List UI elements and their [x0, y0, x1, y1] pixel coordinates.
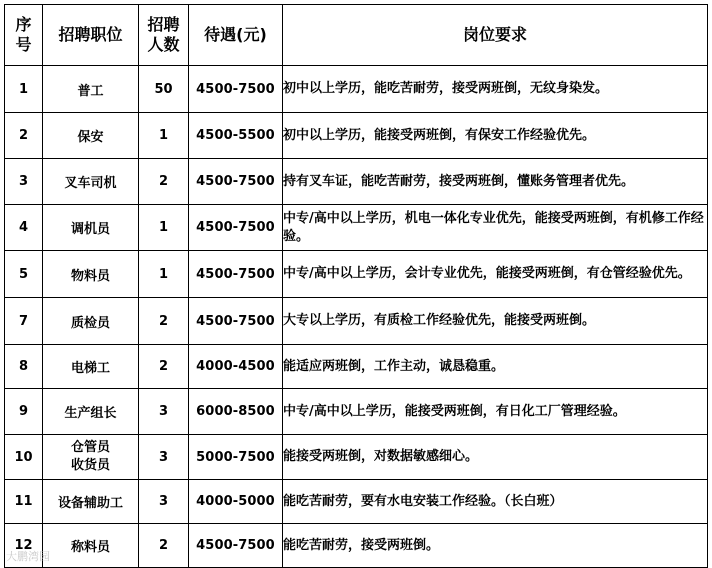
- row-count: 1: [139, 205, 189, 251]
- header-salary: 待遇(元): [189, 5, 283, 66]
- row-index: 7: [5, 298, 43, 345]
- row-position: 质检员: [43, 298, 139, 345]
- row-requirement: 初中以上学历，能吃苦耐劳，接受两班倒，无纹身染发。: [283, 66, 708, 113]
- table-row: [5, 251, 708, 298]
- row-count: 50: [139, 66, 189, 113]
- table-row: [5, 524, 708, 568]
- row-requirement: 持有叉车证，能吃苦耐劳，接受两班倒，懂账务管理者优先。: [283, 159, 708, 205]
- row-index: 9: [5, 389, 43, 435]
- table-row: [5, 435, 708, 480]
- row-count: 3: [139, 435, 189, 480]
- row-position: 电梯工: [43, 345, 139, 389]
- row-position: 普工: [43, 66, 139, 113]
- row-count: 1: [139, 251, 189, 298]
- row-requirement: 能吃苦耐劳，要有水电安装工作经验。（长白班）: [283, 480, 708, 524]
- row-index: 4: [5, 205, 43, 251]
- table-row: [5, 345, 708, 389]
- table-row: [5, 389, 708, 435]
- row-position: 保安: [43, 113, 139, 159]
- row-requirement: 中专/高中以上学历，会计专业优先，能接受两班倒，有仓管经验优先。: [283, 251, 708, 298]
- row-requirement: 能接受两班倒，对数据敏感细心。: [283, 435, 708, 480]
- row-salary: 4500-5500: [189, 113, 283, 159]
- table-row: [5, 66, 708, 113]
- row-requirement: 能吃苦耐劳，接受两班倒。: [283, 524, 708, 568]
- header-requirements: 岗位要求: [283, 5, 708, 66]
- row-salary: 4500-7500: [189, 205, 283, 251]
- row-requirement: 中专/高中以上学历，机电一体化专业优先，能接受两班倒，有机修工作经验。: [283, 205, 708, 251]
- row-index: 12: [5, 524, 43, 568]
- row-requirement: 中专/高中以上学历，能接受两班倒，有日化工厂管理经验。: [283, 389, 708, 435]
- row-count: 2: [139, 298, 189, 345]
- row-index: 11: [5, 480, 43, 524]
- table-row: [5, 113, 708, 159]
- row-count: 1: [139, 113, 189, 159]
- row-index: 5: [5, 251, 43, 298]
- table-header-row: [5, 5, 708, 66]
- row-index: 8: [5, 345, 43, 389]
- table-row: [5, 298, 708, 345]
- row-count: 2: [139, 345, 189, 389]
- row-position-line2: 收货员: [70, 458, 110, 473]
- row-count: 3: [139, 480, 189, 524]
- row-count: 2: [139, 159, 189, 205]
- row-salary: 6000-8500: [189, 389, 283, 435]
- row-position: 生产组长: [43, 389, 139, 435]
- row-salary: 4500-7500: [189, 159, 283, 205]
- row-salary: 4500-7500: [189, 298, 283, 345]
- row-salary: 4500-7500: [189, 251, 283, 298]
- row-position: 设备辅助工: [43, 480, 139, 524]
- row-requirement: 初中以上学历，能接受两班倒，有保安工作经验优先。: [283, 113, 708, 159]
- row-position: 物料员: [43, 251, 139, 298]
- row-salary: 4000-5000: [189, 480, 283, 524]
- header-position: 招聘职位: [43, 5, 139, 66]
- row-index: 2: [5, 113, 43, 159]
- table-row: [5, 480, 708, 524]
- row-requirement: 能适应两班倒，工作主动，诚恳稳重。: [283, 345, 708, 389]
- row-index: 10: [5, 435, 43, 480]
- header-index: 序 号: [5, 5, 43, 66]
- row-count: 3: [139, 389, 189, 435]
- row-position: 调机员: [43, 205, 139, 251]
- row-position: 叉车司机: [43, 159, 139, 205]
- row-salary: 4500-7500: [189, 66, 283, 113]
- row-count: 2: [139, 524, 189, 568]
- header-count: 招聘 人数: [139, 5, 189, 66]
- recruitment-table: [4, 4, 708, 568]
- table-row: [5, 159, 708, 205]
- row-position-line1: 仓管员: [70, 440, 110, 455]
- row-index: 1: [5, 66, 43, 113]
- row-salary: 5000-7500: [189, 435, 283, 480]
- row-position: 称料员: [43, 524, 139, 568]
- row-index: 3: [5, 159, 43, 205]
- table-row: [5, 205, 708, 251]
- watermark-text: 大鹏湾园: [6, 550, 50, 563]
- row-salary: 4500-7500: [189, 524, 283, 568]
- row-salary: 4000-4500: [189, 345, 283, 389]
- row-requirement: 大专以上学历，有质检工作经验优先，能接受两班倒。: [283, 298, 708, 345]
- row-position: [43, 435, 139, 480]
